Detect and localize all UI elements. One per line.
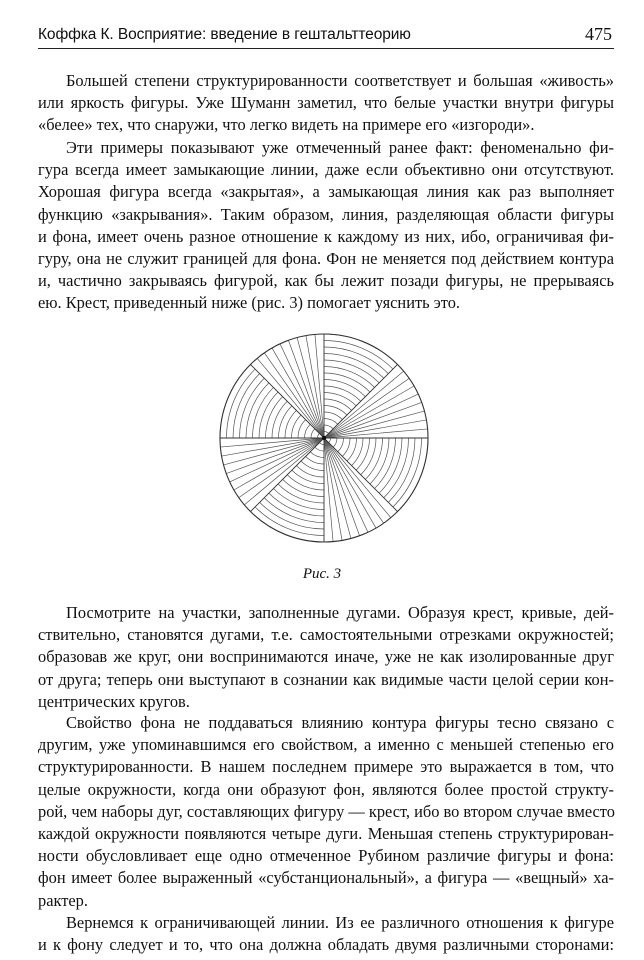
cross-arc: [255, 507, 324, 536]
running-title: Коффка К. Восприятие: введение в гештальттеорию: [38, 26, 411, 43]
text-line: рактер.: [38, 890, 88, 910]
cross-arc: [393, 438, 422, 507]
radial-ray: [324, 438, 351, 538]
figure-caption: Рис. 3: [302, 566, 342, 582]
cross-arc: [259, 392, 278, 438]
cross-arc: [324, 380, 365, 397]
concentric-cross-diagram: [215, 320, 433, 570]
text-line: рой, чем наборы дуг, составляющих фигуру — крест, ибо во втором случае вместо: [38, 801, 615, 821]
cross-arc: [324, 373, 370, 392]
cross-arc: [324, 334, 398, 364]
radial-ray: [324, 371, 404, 438]
cross-arc: [324, 367, 375, 388]
text-line: фон имеет более выраженный «субстанциональный», а фигура — «вещный» ха-: [38, 868, 614, 888]
text-line: Хорошая фигура всегда «закрытая», а замыкающая линия как раз выполняет: [38, 182, 614, 202]
cross-arc: [318, 433, 320, 438]
text-line: Вернемся к ограничивающей линии. Из ее различного отношения к фигуре: [66, 913, 614, 932]
running-header: [38, 22, 614, 49]
cross-arc: [305, 424, 311, 438]
cross-arc: [319, 443, 324, 445]
radial-ray: [257, 358, 324, 438]
paragraph-3: [38, 602, 614, 713]
paragraph-2: [38, 137, 614, 315]
text-line: Свойство фона не поддаваться влиянию контура фигуры тесно связано с: [66, 713, 614, 732]
radial-ray: [224, 438, 324, 465]
text-line: ею. Крест, приведенный ниже (рис. 3) помогает уяснить это.: [38, 293, 460, 313]
text-line: центрических кругов.: [38, 691, 190, 711]
radial-ray: [324, 429, 428, 438]
cross-arc: [301, 461, 324, 471]
cross-arc: [250, 512, 324, 542]
paragraph-4: [38, 712, 614, 912]
radial-ray: [297, 338, 324, 438]
radial-ray: [226, 438, 324, 474]
page-number: 475: [585, 24, 612, 44]
radial-ray: [315, 334, 324, 438]
cross-arc: [315, 447, 324, 451]
text-line: от друга; теперь они выступают в сознании как видимые части целой серии кон-: [38, 669, 614, 689]
radial-ray: [288, 340, 324, 438]
text-line: ствительно, становятся дугами, т.е. самостоятельными отрезками окружностей;: [38, 625, 614, 645]
cross-arc: [266, 397, 283, 438]
cross-arc: [398, 438, 428, 512]
center-point: [322, 436, 326, 440]
radial-ray: [324, 438, 360, 536]
cross-arc: [333, 438, 337, 447]
cross-arc: [283, 479, 324, 496]
text-line: и к фону следует и то, что она должна обладать двумя различными сторонами:: [38, 935, 614, 955]
radial-ray: [244, 438, 324, 505]
cross-arc: [324, 406, 347, 416]
cross-arc: [292, 415, 302, 438]
text-line: образовав же круг, они воспринимаются иначе, уже не как изолированные друг: [38, 647, 614, 667]
text-line: Эти примеры показывают уже отмеченный ранее факт: феноменально фи-: [66, 138, 614, 157]
text-line: гура всегда имеет замыкающие линии, даже если объективно они отсутствуют.: [38, 160, 614, 180]
text-line: «белее» тех, что снаружи, что легко видеть на примере его «изгороди».: [38, 115, 535, 135]
cross-arc: [324, 432, 329, 434]
cross-arc: [311, 429, 315, 438]
cross-arc: [324, 341, 393, 370]
cross-arc: [329, 438, 331, 443]
text-line: гуру, она не служит границей для фона. Фон не меняется под действием контура: [38, 249, 614, 269]
cross-figure: [215, 320, 433, 570]
cross-arc: [324, 425, 333, 429]
text-line: и фона, имеет очень разное отношение к каждому из них, ибо, ограничивая фи-: [38, 226, 614, 246]
paragraph-5: [38, 912, 614, 956]
text-line: и, частично закрываясь фигурой, как бы лежит позади фигуры, не прерываясь: [38, 271, 614, 291]
text-line: целые окружности, когда они образуют фон, являются более простой структу-: [38, 779, 614, 799]
radial-ray: [324, 438, 333, 542]
text-line: или яркость фигуры. Уже Шуманн заметил, что белые участки внутри фигуры: [38, 93, 614, 113]
cross-arc: [324, 419, 338, 425]
paragraph-1: [38, 70, 614, 137]
text-line: Посмотрите на участки, заполненные дугами. Образуя крест, кривые, дей-: [66, 603, 614, 622]
text-line: структурированности. В нашем последнем примере это выражается в том, что: [38, 757, 614, 777]
radial-ray: [324, 438, 391, 518]
cross-arc: [310, 452, 324, 458]
cross-arc: [253, 387, 274, 438]
cross-arc: [365, 438, 382, 479]
text-line: Большей степени структурированности соответствует и большая «живость»: [66, 71, 614, 90]
cross-arc: [273, 489, 324, 510]
cross-arc: [347, 438, 357, 461]
radial-ray: [324, 411, 424, 438]
cross-arc: [278, 484, 324, 503]
radial-ray: [324, 402, 422, 438]
text-line: ности обусловливает еще одно отмеченное Рубином различие фигуры и фона:: [38, 846, 614, 866]
text-line: функцию «закрывания». Таким образом, линия, разделяющая области фигуры: [38, 204, 614, 224]
cross-arc: [220, 364, 250, 438]
text-line: каждой окружности появляются четыре дуги. Меньшая степень структурирован-: [38, 824, 614, 844]
cross-arc: [338, 438, 344, 452]
cross-arc: [227, 369, 256, 438]
text-line: другим, уже упоминавшимся его свойством, а именно с меньшей степенью его: [38, 735, 614, 755]
cross-arc: [375, 438, 396, 489]
radial-ray: [220, 438, 324, 447]
cross-arc: [370, 438, 389, 484]
